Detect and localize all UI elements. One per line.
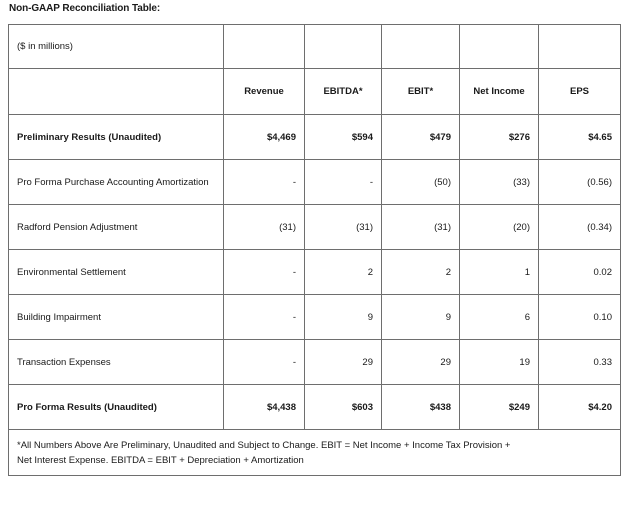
cell-ebit: $479 — [382, 115, 460, 160]
cell-eps: 0.10 — [539, 295, 621, 340]
footnote-row — [9, 430, 621, 476]
table-row — [9, 385, 621, 430]
footnote-line: *All Numbers Above Are Preliminary, Unaudited and Subject to Change. EBIT = Net Income + Income Tax Provision + — [17, 439, 511, 451]
cell-eps: (0.34) — [539, 205, 621, 250]
column-header-ebitda: EBITDA* — [305, 69, 382, 115]
cell-net-income: $276 — [460, 115, 539, 160]
cell-ebitda: $603 — [305, 385, 382, 430]
table-row — [9, 205, 621, 250]
cell-net-income: $249 — [460, 385, 539, 430]
cell-net-income: 1 — [460, 250, 539, 295]
cell-revenue: $4,469 — [224, 115, 305, 160]
table-row — [9, 340, 621, 385]
cell-eps: $4.65 — [539, 115, 621, 160]
header-row — [9, 69, 621, 115]
empty-cell — [305, 25, 382, 69]
column-header-net-income: Net Income — [460, 69, 539, 115]
cell-ebitda: (31) — [305, 205, 382, 250]
cell-net-income: 6 — [460, 295, 539, 340]
row-label: Pro Forma Results (Unaudited) — [9, 385, 224, 430]
cell-eps: 0.02 — [539, 250, 621, 295]
column-header-eps: EPS — [539, 69, 621, 115]
cell-ebit: 2 — [382, 250, 460, 295]
table-row — [9, 160, 621, 205]
cell-net-income: (33) — [460, 160, 539, 205]
footnote — [9, 430, 621, 476]
cell-ebitda: 9 — [305, 295, 382, 340]
empty-header-cell — [9, 69, 224, 115]
cell-eps: 0.33 — [539, 340, 621, 385]
units-label: ($ in millions) — [9, 25, 224, 69]
reconciliation-table — [8, 24, 621, 476]
row-label: Radford Pension Adjustment — [9, 205, 224, 250]
empty-cell — [224, 25, 305, 69]
column-header-revenue: Revenue — [224, 69, 305, 115]
cell-revenue: - — [224, 340, 305, 385]
row-label: Environmental Settlement — [9, 250, 224, 295]
cell-revenue: - — [224, 295, 305, 340]
cell-revenue: $4,438 — [224, 385, 305, 430]
row-label: Building Impairment — [9, 295, 224, 340]
cell-ebitda: - — [305, 160, 382, 205]
cell-ebit: 29 — [382, 340, 460, 385]
cell-ebitda: 29 — [305, 340, 382, 385]
cell-eps: (0.56) — [539, 160, 621, 205]
empty-cell — [460, 25, 539, 69]
cell-net-income: (20) — [460, 205, 539, 250]
cell-eps: $4.20 — [539, 385, 621, 430]
cell-revenue: - — [224, 160, 305, 205]
row-label: Preliminary Results (Unaudited) — [9, 115, 224, 160]
cell-ebit: 9 — [382, 295, 460, 340]
table-title: Non-GAAP Reconciliation Table: — [9, 3, 161, 14]
row-label: Pro Forma Purchase Accounting Amortization — [9, 160, 224, 205]
units-row — [9, 25, 621, 69]
cell-ebitda: $594 — [305, 115, 382, 160]
cell-ebit: (31) — [382, 205, 460, 250]
cell-ebitda: 2 — [305, 250, 382, 295]
footnote-line: Net Interest Expense. EBITDA = EBIT + Depreciation + Amortization — [17, 454, 304, 466]
cell-net-income: 19 — [460, 340, 539, 385]
table-row — [9, 295, 621, 340]
column-header-ebit: EBIT* — [382, 69, 460, 115]
empty-cell — [382, 25, 460, 69]
empty-cell — [539, 25, 621, 69]
table-row — [9, 115, 621, 160]
cell-ebit: (50) — [382, 160, 460, 205]
table-row — [9, 250, 621, 295]
cell-ebit: $438 — [382, 385, 460, 430]
cell-revenue: (31) — [224, 205, 305, 250]
row-label: Transaction Expenses — [9, 340, 224, 385]
cell-revenue: - — [224, 250, 305, 295]
